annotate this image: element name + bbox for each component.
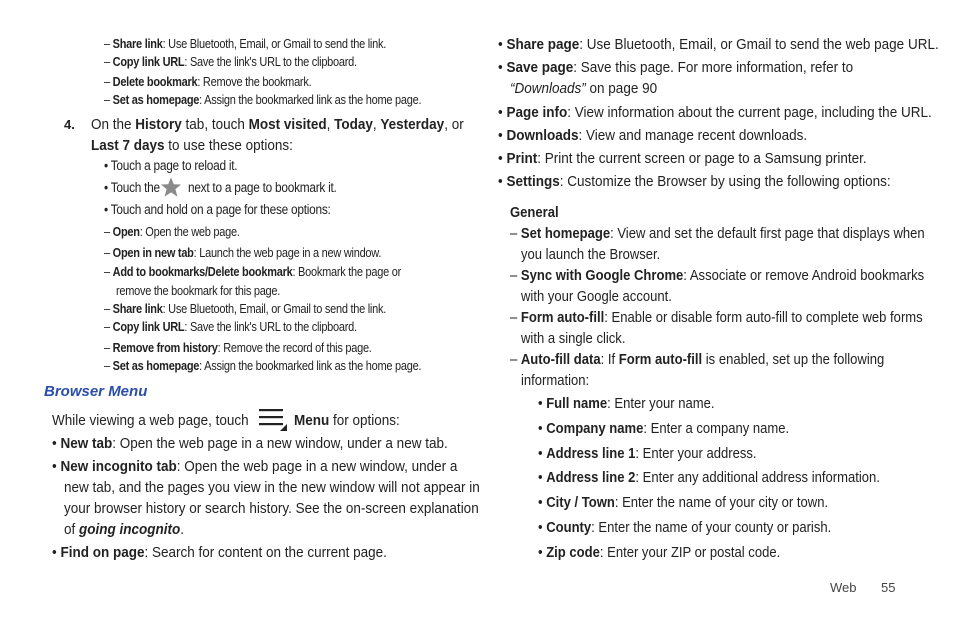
list-item: • New incognito tab: Open the web page in a new window, under a bbox=[52, 458, 458, 475]
list-item-cont: new tab, and the pages you view in the new window will not appear in bbox=[64, 479, 480, 496]
list-item: – Form auto-fill: Enable or disable form auto-fill to complete web forms bbox=[510, 310, 923, 326]
list-item-cont: remove the bookmark for this page. bbox=[116, 284, 281, 298]
list-item: • Address line 2: Enter any additional address information. bbox=[538, 470, 880, 486]
list-item: • Page info: View information about the current page, including the URL. bbox=[498, 104, 932, 121]
star-icon bbox=[160, 176, 182, 198]
list-item-cont: your browser history or search history. See the on-screen explanation bbox=[64, 500, 479, 517]
list-item: – Add to bookmarks/Delete bookmark: Bookmark the page or bbox=[104, 265, 402, 279]
list-item: – Copy link URL: Save the link's URL to the clipboard. bbox=[104, 320, 357, 334]
list-item: – Delete bookmark: Remove the bookmark. bbox=[104, 75, 312, 89]
list-item: • Address line 1: Enter your address. bbox=[538, 446, 757, 462]
step-text-cont: Last 7 days to use these options: bbox=[91, 137, 293, 154]
intro-text: While viewing a web page, touch bbox=[52, 412, 249, 429]
list-item: – Set as homepage: Assign the bookmarked link as the home page. bbox=[104, 93, 422, 107]
list-item: • City / Town: Enter the name of your city or town. bbox=[538, 495, 829, 511]
list-item: – Open in new tab: Launch the web page in a new window. bbox=[104, 246, 382, 260]
step-number: 4. bbox=[64, 117, 75, 132]
list-item-cont: information: bbox=[521, 373, 590, 389]
list-item-cont: of going incognito. bbox=[64, 521, 185, 538]
list-item-cont: with a single click. bbox=[521, 331, 626, 347]
list-item: • Save page: Save this page. For more information, refer to bbox=[498, 59, 854, 76]
list-item: • Settings: Customize the Browser by using the following options: bbox=[498, 173, 891, 190]
list-item: • Find on page: Search for content on the current page. bbox=[52, 544, 387, 561]
list-item: – Remove from history: Remove the record of this page. bbox=[104, 341, 372, 355]
list-item: – Share link: Use Bluetooth, Email, or Gmail to send the link. bbox=[104, 37, 386, 51]
list-item: – Open: Open the web page. bbox=[104, 225, 240, 239]
footer-section: Web bbox=[830, 580, 857, 595]
list-item: • Downloads: View and manage recent downloads. bbox=[498, 127, 808, 144]
list-item: • Zip code: Enter your ZIP or postal code. bbox=[538, 545, 781, 561]
section-heading: Browser Menu bbox=[44, 383, 148, 400]
list-item: • County: Enter the name of your county or parish. bbox=[538, 520, 832, 536]
step-text: On the History tab, touch Most visited, Today, Yesterday, or bbox=[91, 116, 464, 133]
list-item: • Touch a page to reload it. bbox=[104, 158, 238, 173]
menu-icon bbox=[257, 406, 289, 432]
subheading-general: General bbox=[510, 205, 559, 221]
list-item-cont: you launch the Browser. bbox=[521, 247, 661, 263]
list-item: • Full name: Enter your name. bbox=[538, 396, 715, 412]
list-item-cont: next to a page to bookmark it. bbox=[188, 180, 337, 195]
list-item: – Share link: Use Bluetooth, Email, or Gmail to send the link. bbox=[104, 302, 386, 316]
list-item: • Company name: Enter a company name. bbox=[538, 421, 790, 437]
list-item: – Copy link URL: Save the link's URL to the clipboard. bbox=[104, 55, 357, 69]
list-item: – Set homepage: View and set the default first page that displays when bbox=[510, 226, 925, 242]
list-item: • Touch the bbox=[104, 180, 160, 195]
list-item: • Touch and hold on a page for these options: bbox=[104, 202, 331, 217]
list-item: • Share page: Use Bluetooth, Email, or Gmail to send the web page URL. bbox=[498, 36, 939, 53]
list-item: • New tab: Open the web page in a new window, under a new tab. bbox=[52, 435, 448, 452]
list-item: • Print: Print the current screen or page to a Samsung printer. bbox=[498, 150, 867, 167]
intro-text-cont: Menu for options: bbox=[294, 412, 400, 429]
list-item: – Sync with Google Chrome: Associate or remove Android bookmarks bbox=[510, 268, 925, 284]
list-item-cont: “Downloads” on page 90 bbox=[510, 80, 658, 97]
page-number: 55 bbox=[881, 580, 896, 595]
list-item: – Set as homepage: Assign the bookmarked link as the home page. bbox=[104, 359, 422, 373]
list-item: – Auto-fill data: If Form auto-fill is enabled, set up the following bbox=[510, 352, 885, 368]
list-item-cont: with your Google account. bbox=[521, 289, 672, 305]
